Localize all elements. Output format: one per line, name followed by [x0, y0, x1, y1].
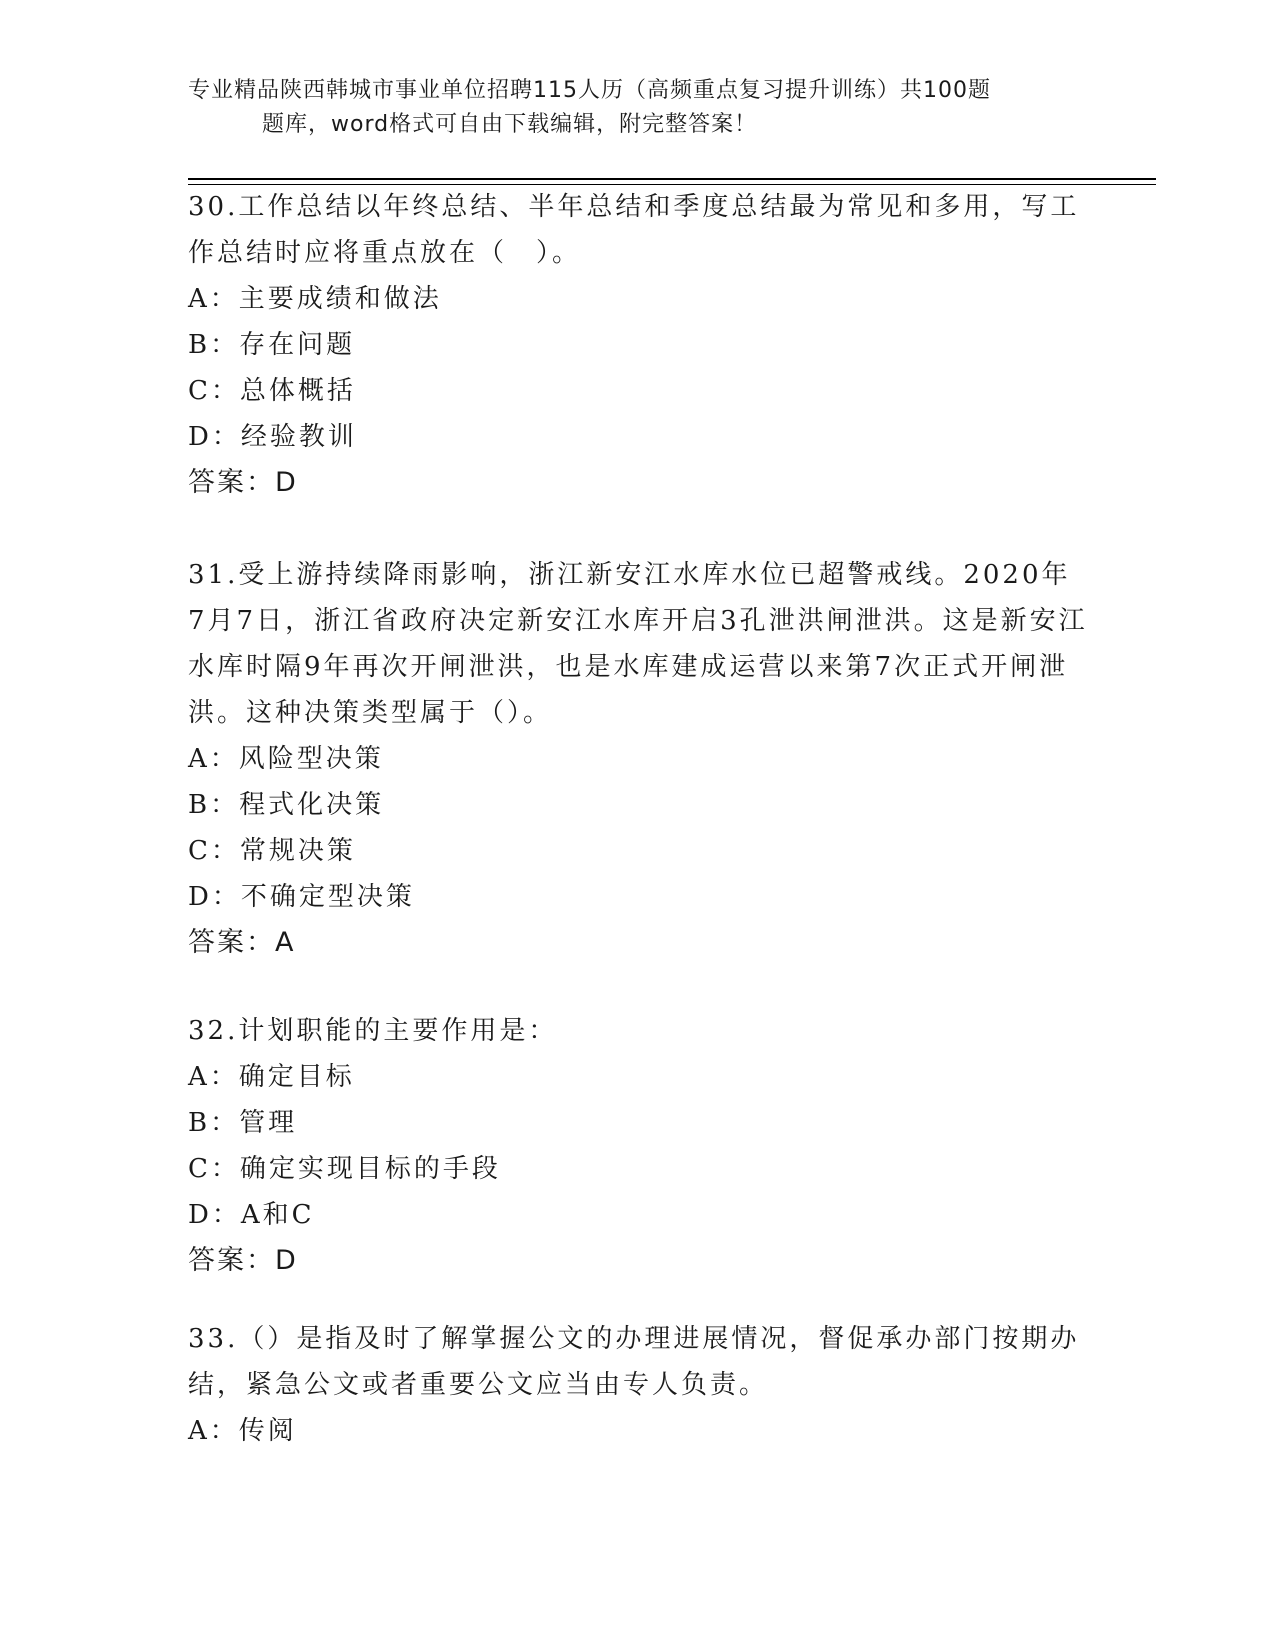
question-text: 33.（）是指及时了解掌握公文的办理进展情况，督促承办部门按期办结，紧急公文或者重要公文应当由专人负责。 [188, 1324, 1080, 1400]
option-d: D：经验教训 [188, 422, 357, 452]
option-a: A：传阅 [188, 1416, 297, 1446]
answer-line: 答案：A [188, 927, 296, 958]
option-a: A：确定目标 [188, 1062, 355, 1092]
option-b: B：存在问题 [188, 330, 356, 360]
option-a: A：风险型决策 [188, 744, 384, 774]
header-title-line1: 专业精品陕西韩城市事业单位招聘115人历（高频重点复习提升训练）共100题 [188, 78, 991, 103]
option-b: B：管理 [188, 1108, 298, 1138]
question-32 [188, 1008, 1088, 1284]
question-33 [188, 1316, 1088, 1454]
option-c: C：总体概括 [188, 376, 356, 406]
question-text: 31.受上游持续降雨影响，浙江新安江水库水位已超警戒线。2020年7月7日，浙江省政府决定新安江水库开启3孔泄洪闸泄洪。这是新安江水库时隔9年再次开闸泄洪，也是水库建成运营以来第7次正式开闸泄洪。这种决策类型属于（）。 [188, 560, 1088, 728]
answer-line: 答案：D [188, 467, 298, 498]
question-text: 32.计划职能的主要作用是： [188, 1016, 558, 1046]
question-30 [188, 184, 1088, 506]
option-b: B：程式化决策 [188, 790, 385, 820]
header-title-line2: 题库，word格式可自由下载编辑，附完整答案！ [262, 112, 758, 137]
header-divider-thick [188, 178, 1156, 180]
answer-line: 答案：D [188, 1245, 298, 1276]
question-text: 30.工作总结以年终总结、半年总结和季度总结最为常见和多用，写工作总结时应将重点放在（ ）。 [188, 192, 1080, 268]
option-d: D：A和C [188, 1200, 315, 1230]
option-a: A：主要成绩和做法 [188, 284, 442, 314]
option-d: D：不确定型决策 [188, 882, 415, 912]
document-header [188, 74, 1088, 142]
option-c: C：常规决策 [188, 836, 356, 866]
question-31 [188, 552, 1088, 966]
option-c: C：确定实现目标的手段 [188, 1154, 501, 1184]
